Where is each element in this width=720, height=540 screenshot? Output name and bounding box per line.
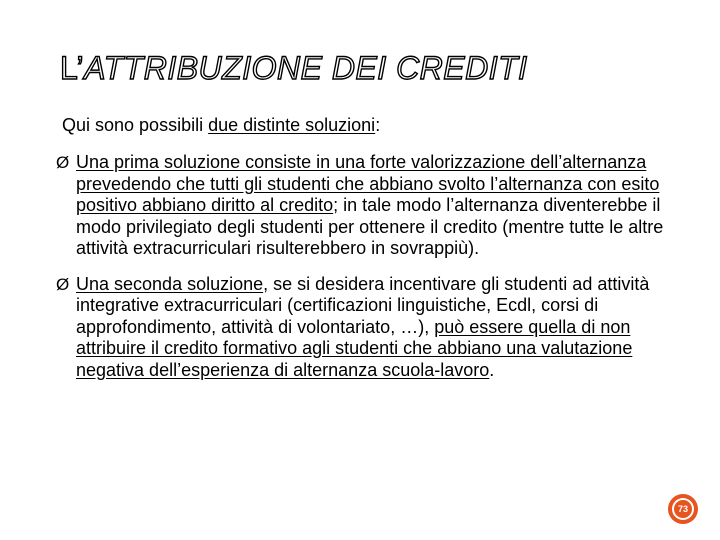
bullet-end-text: . [489,359,495,380]
intro-after: : [375,115,381,135]
arrow-bullet-icon: Ø [56,153,70,172]
bullet-item-first-solution [56,152,666,260]
bullet-item-second-solution [56,274,666,382]
intro-before: Qui sono possibili [62,115,209,135]
page-number: 73 [677,504,688,514]
bullet-list [56,152,666,381]
arrow-bullet-icon: Ø [56,274,70,294]
page-number-badge [668,494,698,524]
bullet-text [76,274,666,382]
bullet-underlined-text: Una prima soluzione consiste in una forte valorizzazione dell’alternanza prevedendo che tutti gli studenti che abbiano svolto l’alternanza con esito positivo abbiano diritto al credito [76,152,660,215]
intro-underlined: due distinte soluzioni [208,115,376,135]
bullet-middle-text: , se si desidera incentivare gli studenti ad attività integrative extracurriculari (certificazioni linguistiche, Ecdl, corsi di approfondimento, attività di volontariato, …), [76,273,650,337]
bullet-rest-text: ; in tale modo l’alternanza diventerebbe il modo privilegiato degli studenti per ottenere il credito (mentre tutte le altre attività extracurriculari risulterebbero in sovrappiù). [76,195,664,258]
bullet-text [76,152,666,260]
slide-title [60,50,528,87]
bullet-underlined-text: Una seconda soluzione [76,273,264,294]
slide-title-rest: ATTRIBUZIONE DEI CREDITI [84,50,528,86]
intro-line [62,114,380,136]
bullet-underlined-text-2: può essere quella di non attribuire il credito formativo agli studenti che abbiano una valutazione negativa dell’esperienza di alternanza scuola-lavoro [76,316,633,380]
slide-title-lead: L’ [60,50,85,86]
